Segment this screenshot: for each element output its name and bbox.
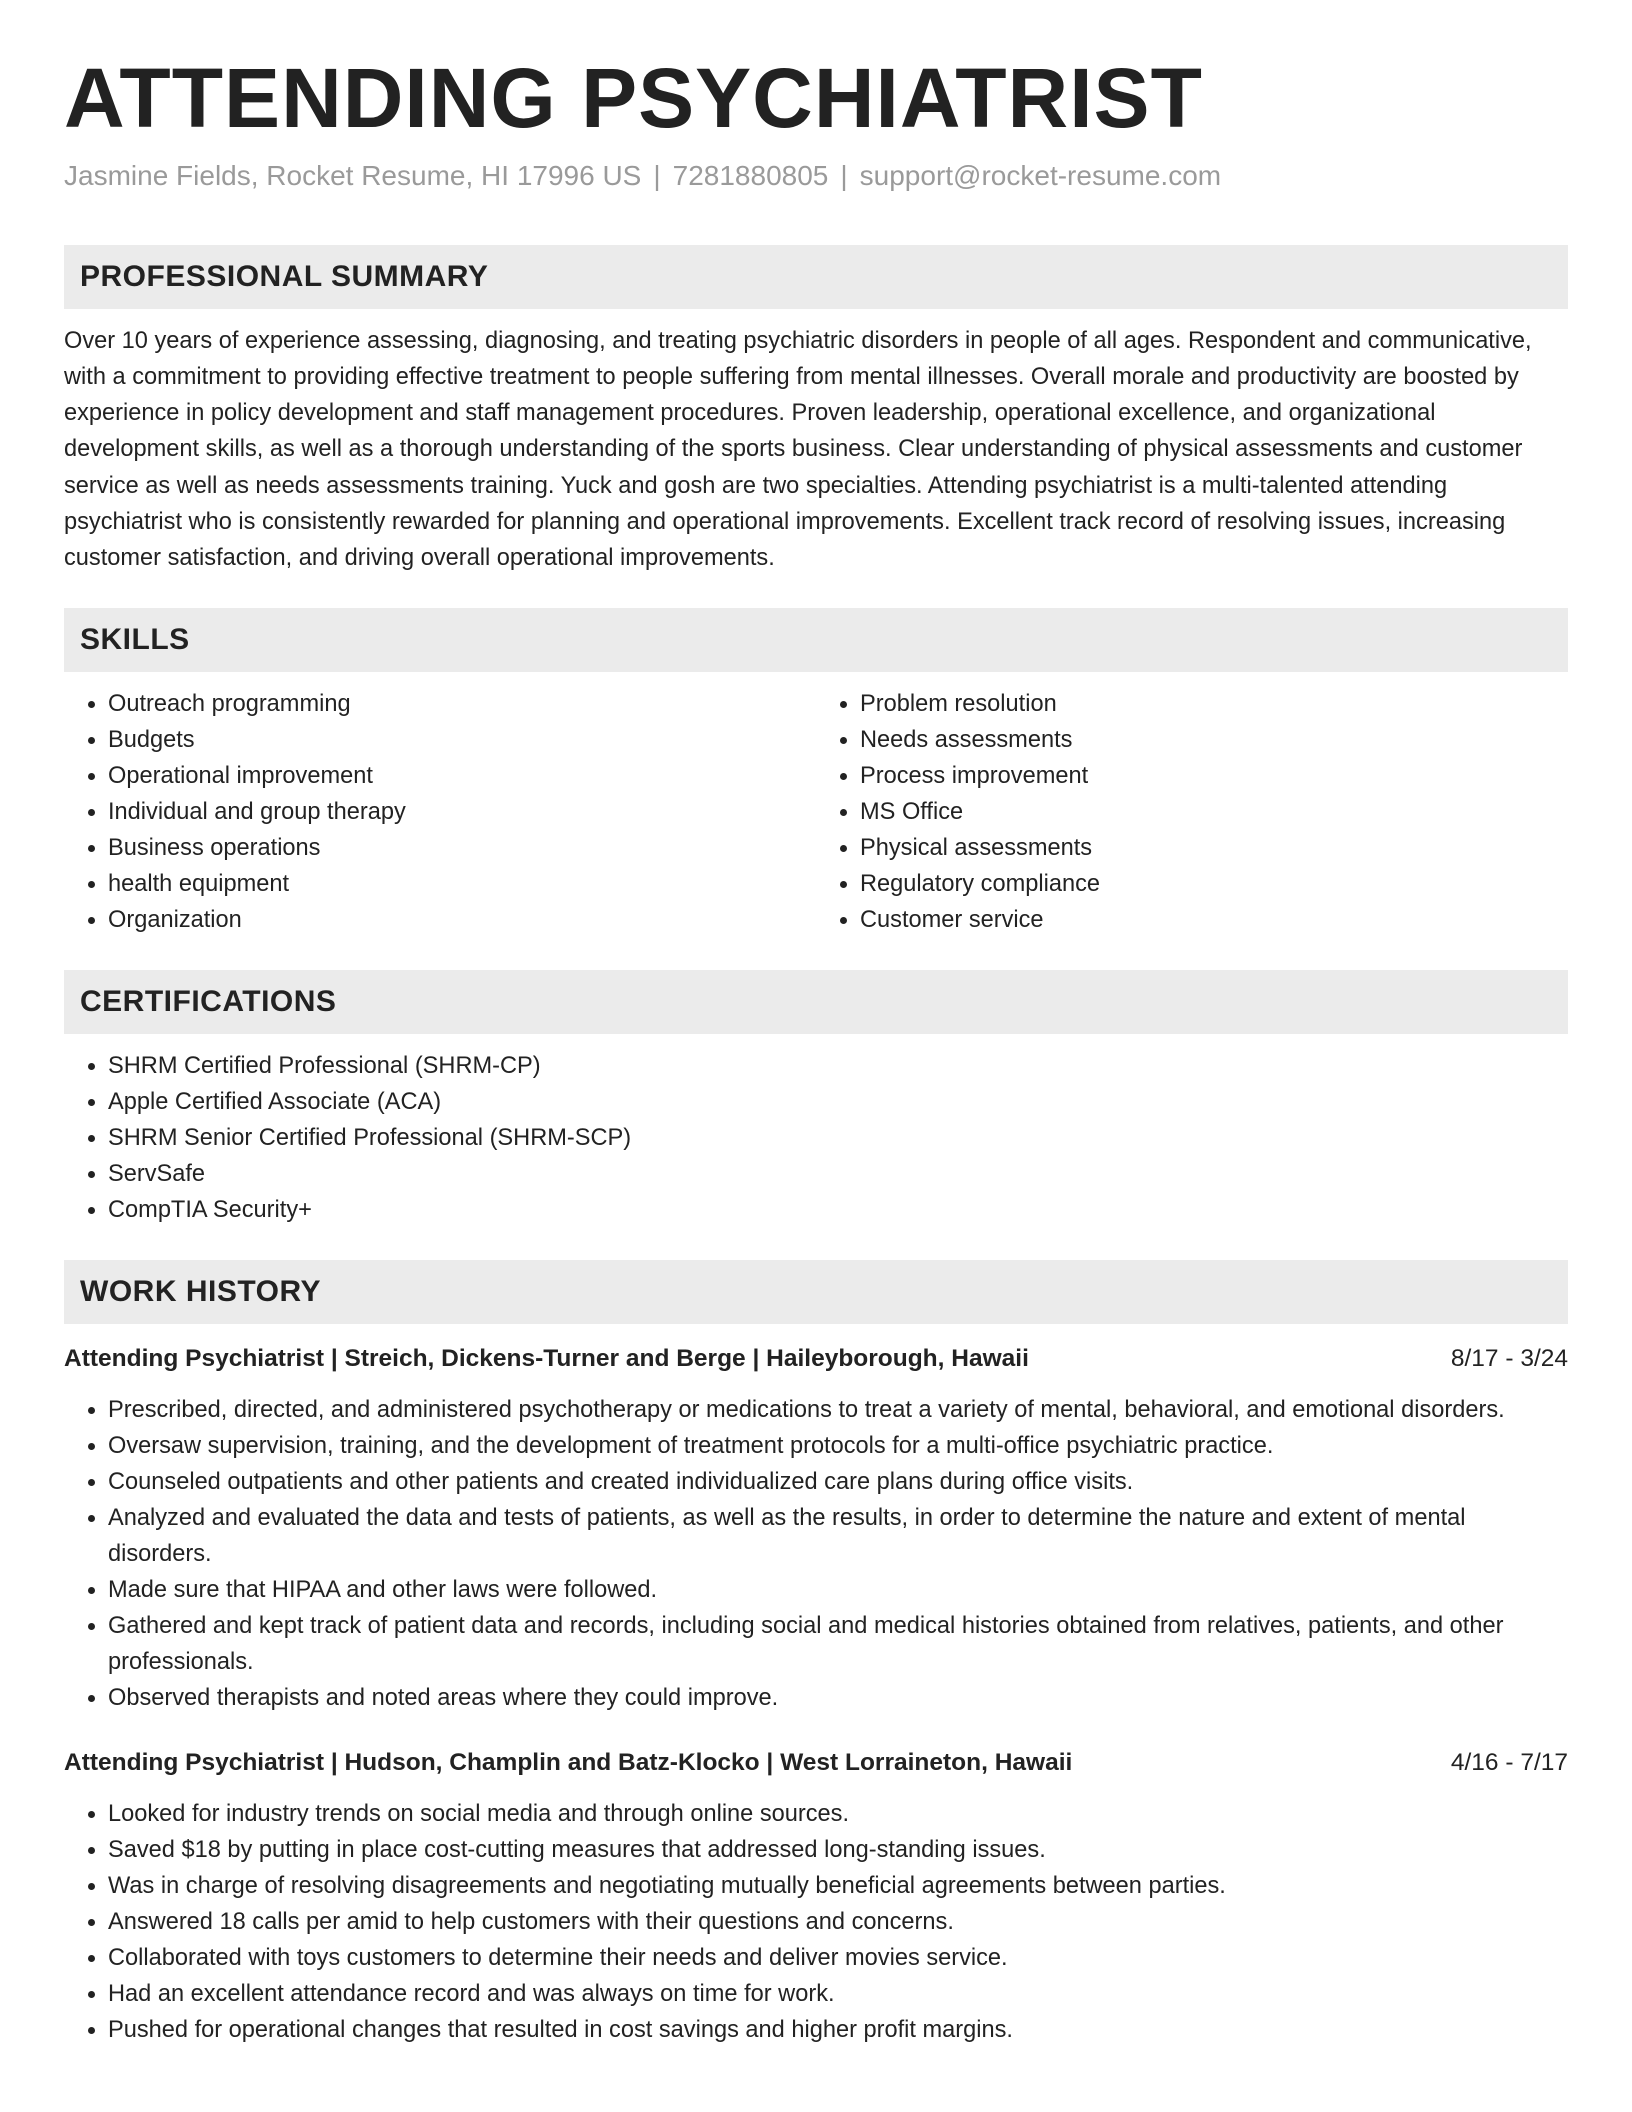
resume-title: ATTENDING PSYCHIATRIST (64, 51, 1203, 145)
skill-item: • Problem resolution (860, 686, 1568, 722)
contact-address: Jasmine Fields, Rocket Resume, HI 17996 US (64, 160, 642, 192)
job-bullet: • Saved $18 by putting in place cost-cutting measures that addressed long-standing issues. (108, 1832, 1568, 1868)
job-bullet: • Looked for industry trends on social media and through online sources. (108, 1796, 1568, 1832)
skill-item: • Operational improvement (108, 758, 816, 794)
summary-text: Over 10 years of experience assessing, diagnosing, and treating psychiatric disorders in people of all ages. Respondent and communicative, with a commitment to providing effective treatment to people suffering from mental illnesses. Overall morale and productivity are boosted by experience in policy development and staff management procedures. Proven leadership, operational excellence, and organizational development skills, as well as a thorough understanding of the sports business. Clear understanding of physical assessments and customer service as well as needs assessments training. Yuck and gosh are two specialties. Attending psychiatrist is a multi-talented attending psychiatrist who is consistently rewarded for planning and operational improvements. Excellent track record of resolving issues, increasing customer satisfaction, and driving overall operational improvements. (64, 327, 1532, 571)
certification-item: • SHRM Certified Professional (SHRM-CP) (108, 1048, 1568, 1084)
certification-item: • CompTIA Security+ (108, 1192, 1568, 1228)
contact-email[interactable]: support@rocket-resume.com (859, 160, 1222, 192)
contact-separator: | (840, 160, 848, 192)
job-title: Attending Psychiatrist | Streich, Dickens-Turner and Berge | Haileyborough, Hawaii (64, 1345, 1029, 1373)
job-bullet: • Oversaw supervision, training, and the development of treatment protocols for a multi-office psychiatric practice. (108, 1428, 1568, 1464)
skill-item: • Business operations (108, 830, 816, 866)
section-heading-skills: SKILLS (64, 608, 1568, 672)
skill-item: • Regulatory compliance (860, 866, 1568, 902)
contact-line (64, 158, 1568, 194)
job-bullet: • Analyzed and evaluated the data and tests of patients, as well as the results, in order to determine the nature and extent of mental disorders. (108, 1500, 1568, 1572)
job-bullet: • Prescribed, directed, and administered psychotherapy or medications to treat a variety of mental, behavioral, and emotional disorders. (108, 1392, 1568, 1428)
certification-item: • SHRM Senior Certified Professional (SHRM-SCP) (108, 1120, 1568, 1156)
certifications-list (64, 1048, 1568, 1228)
job-dates: 8/17 - 3/24 (1450, 1345, 1568, 1373)
job-entry (64, 1342, 1568, 1716)
contact-phone: 7281880805 (672, 160, 829, 192)
job-entry (64, 1746, 1568, 2048)
job-bullets (64, 1392, 1568, 1716)
skill-item: • Organization (108, 902, 816, 938)
resume-page (64, 0, 1568, 2048)
job-dates: 4/16 - 7/17 (1450, 1749, 1568, 1777)
certification-item: • Apple Certified Associate (ACA) (108, 1084, 1568, 1120)
job-title: Attending Psychiatrist | Hudson, Champlin and Batz-Klocko | West Lorraineton, Hawaii (64, 1749, 1073, 1777)
job-header (64, 1746, 1568, 1780)
skills-columns (64, 672, 1568, 938)
skill-item: • Physical assessments (860, 830, 1568, 866)
certification-item: • ServSafe (108, 1156, 1568, 1192)
section-heading-certifications: CERTIFICATIONS (64, 970, 1568, 1034)
skill-item: • Budgets (108, 722, 816, 758)
skill-item: • Needs assessments (860, 722, 1568, 758)
job-bullet: • Answered 18 calls per amid to help customers with their questions and concerns. (108, 1904, 1568, 1940)
contact-separator: | (653, 160, 661, 192)
job-bullet: • Gathered and kept track of patient data and records, including social and medical histories obtained from relatives, patients, and other professionals. (108, 1608, 1568, 1680)
job-bullet: • Was in charge of resolving disagreements and negotiating mutually beneficial agreements between parties. (108, 1868, 1568, 1904)
section-heading-summary: PROFESSIONAL SUMMARY (64, 245, 1568, 309)
job-bullet: • Collaborated with toys customers to determine their needs and deliver movies service. (108, 1940, 1568, 1976)
skill-item: • Process improvement (860, 758, 1568, 794)
skills-list-left (64, 686, 816, 938)
skill-item: • Outreach programming (108, 686, 816, 722)
section-heading-work-history: WORK HISTORY (64, 1260, 1568, 1324)
job-bullet: • Counseled outpatients and other patients and created individualized care plans during office visits. (108, 1464, 1568, 1500)
job-bullet: • Observed therapists and noted areas where they could improve. (108, 1680, 1568, 1716)
job-bullet: • Had an excellent attendance record and was always on time for work. (108, 1976, 1568, 2012)
skill-item: • health equipment (108, 866, 816, 902)
skill-item: • MS Office (860, 794, 1568, 830)
skills-list-right (816, 686, 1568, 938)
skill-item: • Individual and group therapy (108, 794, 816, 830)
skill-item: • Customer service (860, 902, 1568, 938)
job-bullet: • Made sure that HIPAA and other laws were followed. (108, 1572, 1568, 1608)
job-header (64, 1342, 1568, 1376)
job-bullet: • Pushed for operational changes that resulted in cost savings and higher profit margins. (108, 2012, 1568, 2048)
job-bullets (64, 1796, 1568, 2048)
